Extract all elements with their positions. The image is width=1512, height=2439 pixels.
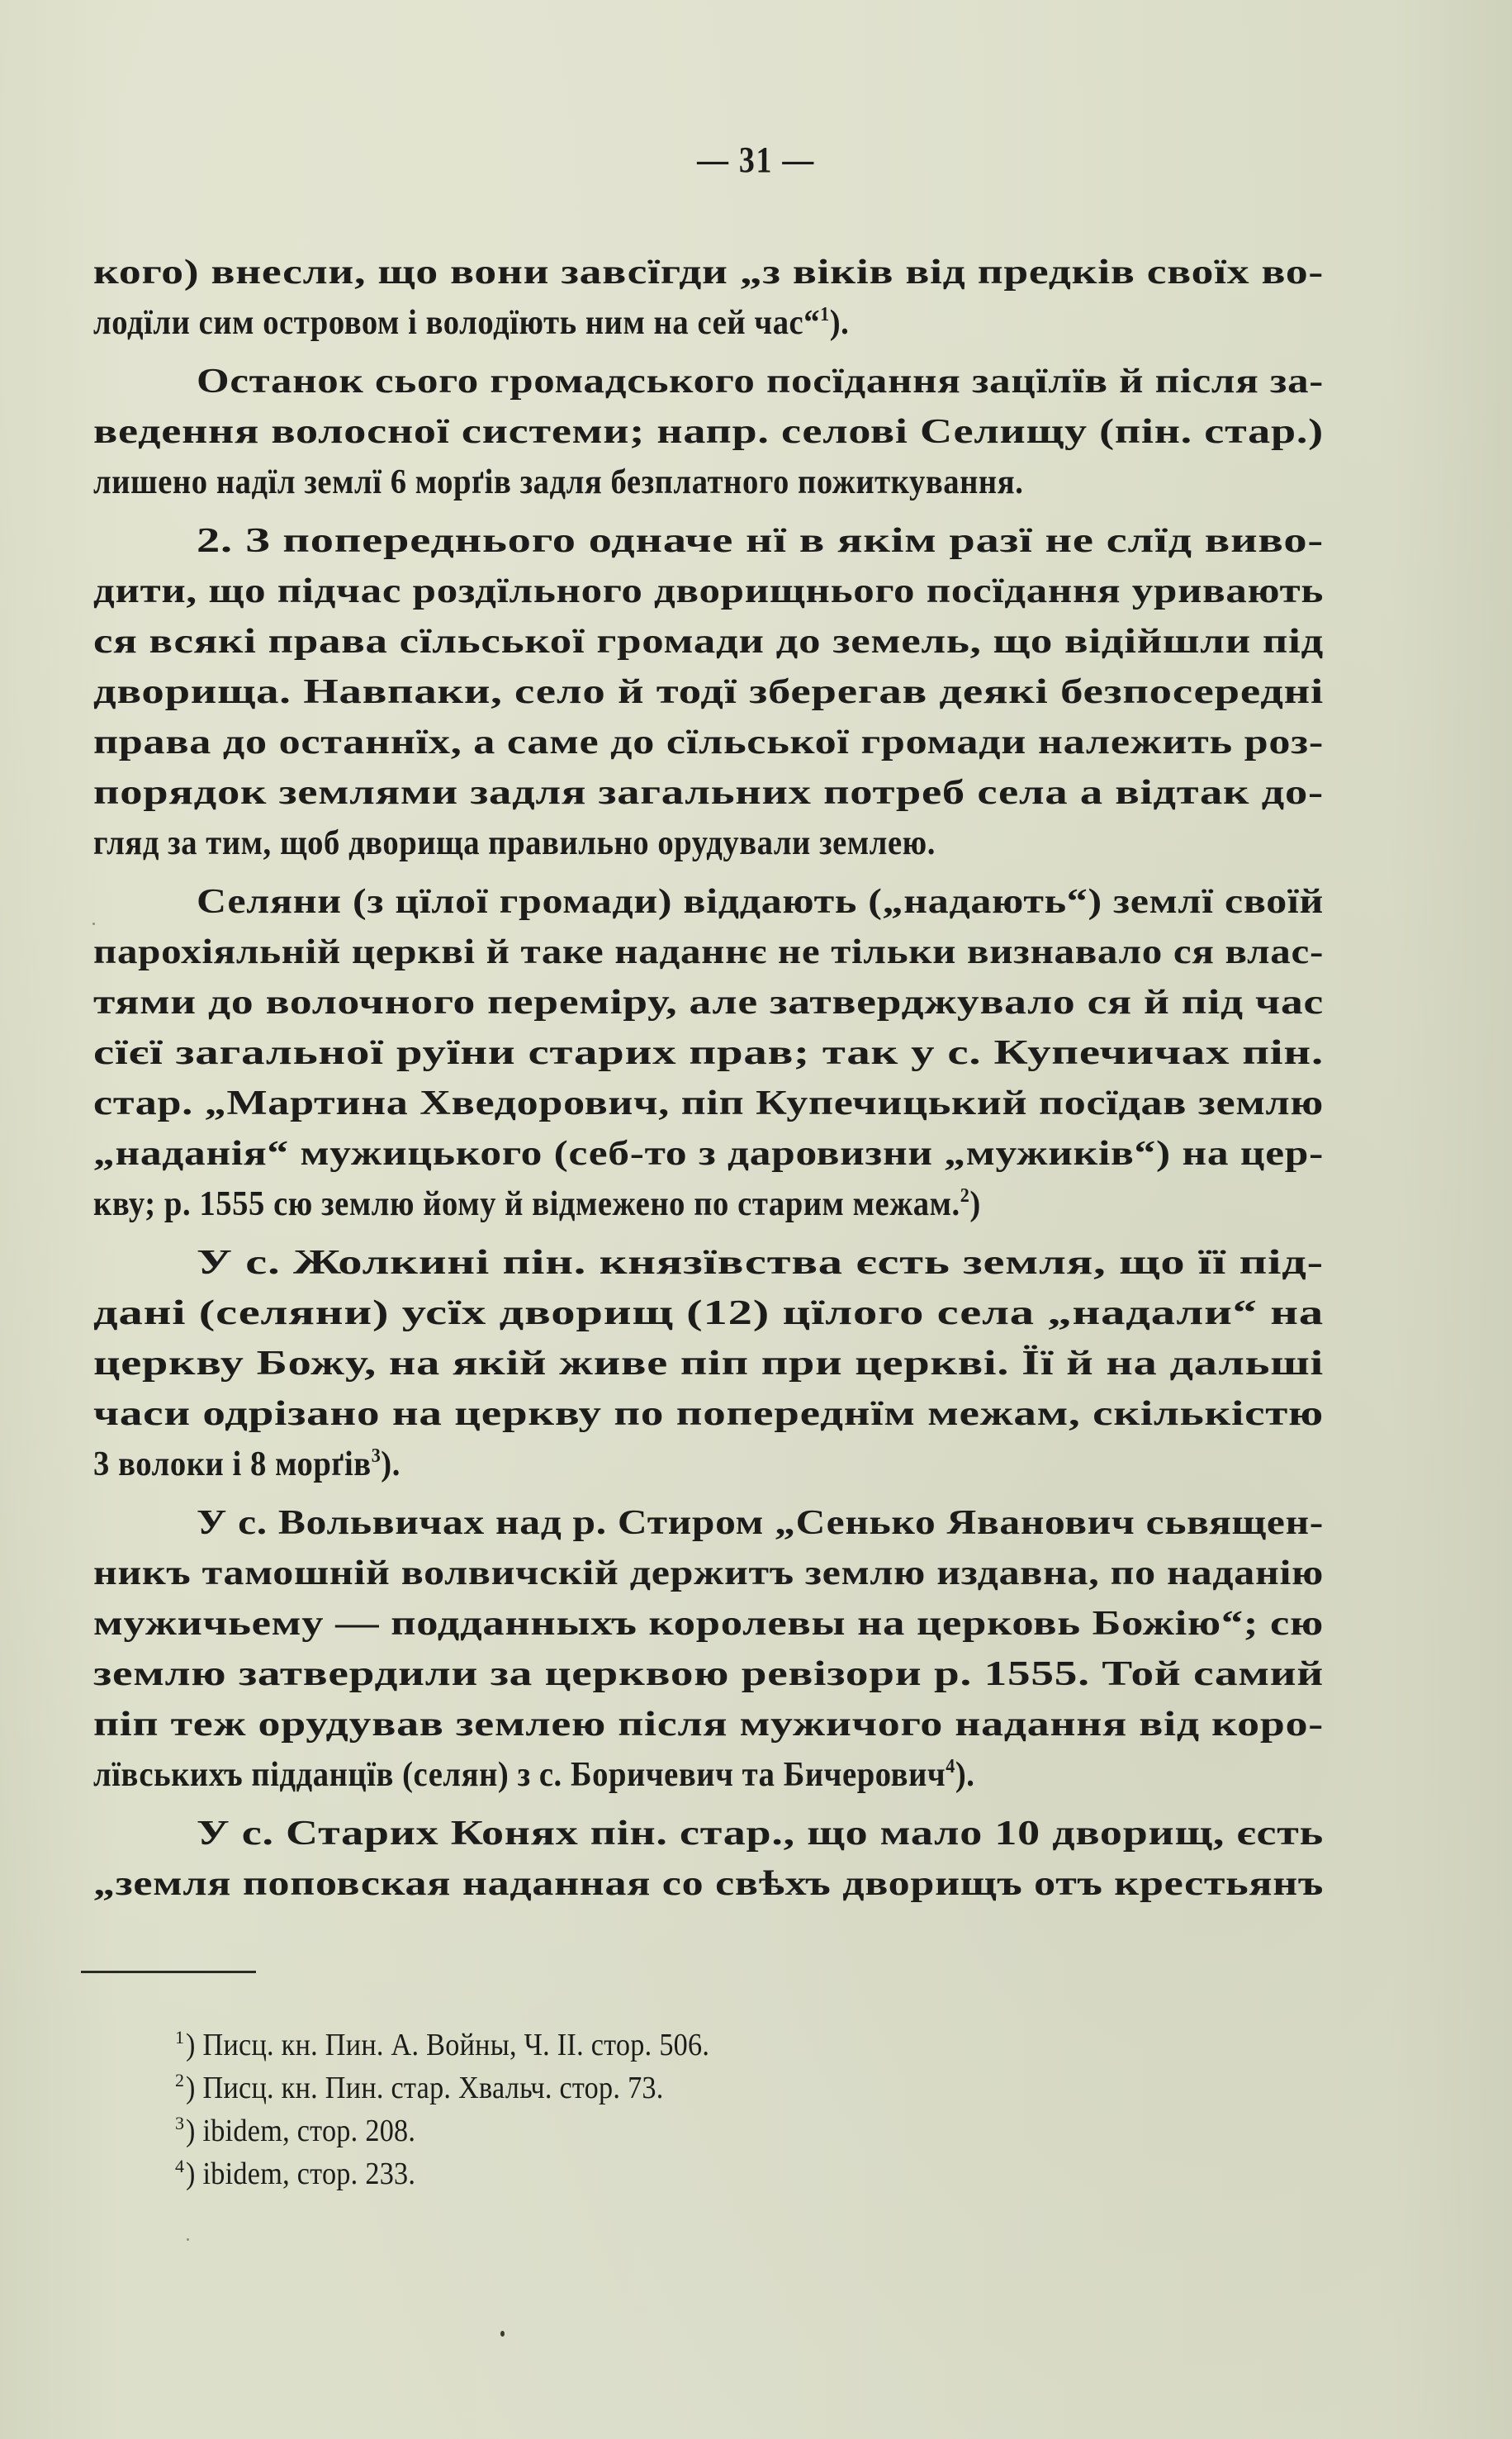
text-line [93, 617, 1324, 667]
line-text: парохіяльній церкві й таке наданнє не тільки визнавало ся влас- [93, 933, 1324, 971]
line-text: У с. Старих Конях пін. стар., що мало 10 дворищ, єсть [197, 1815, 1325, 1853]
text-line [93, 1288, 1324, 1339]
line-text: ся всякі права сїльської громади до земель, що відійшли під [93, 623, 1324, 661]
paper-speck [187, 2238, 189, 2241]
line-tail: ) [969, 1185, 981, 1223]
line-text: кого) внесли, що вони завсїгди „з віків від предків своїх во- [93, 254, 1324, 292]
line-text: никъ тамошній волвичскій держитъ землю издавна, по наданію [93, 1554, 1324, 1592]
text-line [93, 357, 1324, 407]
footnote-text: ) ibidem, стор. 233. [186, 2157, 416, 2191]
line-text: лївськихъ підданцїв (селян) з с. Боричевич та Бичерович [93, 1756, 946, 1794]
paragraph [93, 1238, 1324, 1490]
text-line [93, 768, 1324, 819]
body-text [93, 248, 1324, 1918]
footnote-reference[interactable]: 1 [820, 304, 830, 325]
text-line [93, 1700, 1324, 1750]
line-text: права до останнїх, а саме до сїльської громади належить роз- [93, 724, 1324, 762]
text-line [93, 1129, 1324, 1179]
text-line [93, 978, 1324, 1028]
line-text: Останок сього громадського посїдання зацїлїв й після за- [197, 363, 1324, 401]
line-text: Селяни (з цїлої громади) віддають („надають“) землї своїй [197, 883, 1324, 921]
line-text: кву; р. 1555 сю землю йому й відмежено по старим межам. [93, 1185, 960, 1223]
paper-speck [92, 923, 95, 925]
footnote-reference[interactable]: 4 [946, 1756, 955, 1777]
text-line [93, 819, 1324, 869]
text-line [93, 1599, 1324, 1649]
text-line [93, 1440, 1324, 1490]
line-text: дворища. Навпаки, село й тодї зберегав деякі безпосередні [93, 673, 1324, 711]
text-line [93, 407, 1324, 458]
paragraph [93, 357, 1324, 508]
text-line [93, 1389, 1324, 1440]
paragraph [93, 516, 1324, 869]
paragraph [93, 1809, 1324, 1910]
line-text: церкву Божу, на якій живе піп при церкві. Її й на дальші [93, 1345, 1324, 1383]
line-text: дані (селяни) усїх дворищ (12) цїлого села „надали“ на [93, 1294, 1324, 1332]
paper-speck [500, 2331, 505, 2337]
text-line [93, 1549, 1324, 1599]
line-text: дити, що підчас роздїльного дворищнього посїдання уривають [93, 572, 1324, 610]
text-line [93, 458, 1324, 508]
text-line [93, 1859, 1324, 1910]
text-line [93, 877, 1324, 928]
paragraph [93, 1498, 1324, 1801]
line-text: гляд за тим, щоб дворища правильно орудували землею. [93, 824, 936, 862]
line-text: землю затвердили за церквою ревізори р. 1555. Той самий [93, 1655, 1324, 1693]
footnote-mark: 3 [175, 2113, 185, 2133]
footnote [175, 2067, 768, 2109]
line-text: 2. З попереднього одначе нї в якім разї не слїд виво- [197, 522, 1324, 560]
footnote [175, 2109, 768, 2152]
line-tail: ). [829, 304, 850, 342]
text-line [93, 298, 1324, 349]
text-line [93, 1649, 1324, 1700]
text-line [93, 1498, 1324, 1549]
paragraph [93, 248, 1324, 349]
line-text: „земля поповская наданная со свѣхъ дворищъ отъ крестьянъ [93, 1865, 1324, 1903]
footnote-text: ) Писц. кн. Пин. стар. Хвальч. стор. 73. [186, 2071, 664, 2105]
footnote [175, 2024, 768, 2067]
text-line [93, 667, 1324, 718]
line-text: 3 волоки і 8 морґів [93, 1445, 372, 1483]
line-text: У с. Жолкині пін. князївства єсть земля, що її під- [197, 1244, 1324, 1282]
footnote-mark: 1 [175, 2027, 185, 2048]
line-text: сїєї загальної руїни старих прав; так у с. Купечичах пін. [93, 1034, 1324, 1072]
line-text: ведення волосної системи; напр. селові Селищу (пін. стар.) [93, 413, 1324, 451]
footnote-mark: 2 [175, 2070, 185, 2090]
footnote-mark: 4 [175, 2156, 185, 2176]
line-text: лодїли сим островом і володїють ним на сей час“ [93, 304, 821, 342]
footnote-separator [81, 1971, 256, 1973]
line-text: тями до волочного переміру, але затверджувало ся й під час [93, 984, 1324, 1022]
text-line [93, 1028, 1324, 1079]
text-line [93, 928, 1324, 978]
page-number: — 31 — [697, 140, 815, 180]
text-line [93, 567, 1324, 617]
line-text: часи одрізано на церкву по попереднїм межам, скількістю [93, 1395, 1324, 1433]
footnote-text: ) ibidem, стор. 208. [186, 2114, 416, 2148]
text-line [93, 1809, 1324, 1859]
text-line [93, 1079, 1324, 1129]
text-line [93, 718, 1324, 768]
text-line [93, 1339, 1324, 1389]
line-tail: ). [955, 1756, 975, 1794]
line-text: піп теж орудував землею після мужичого надання від коро- [93, 1706, 1324, 1744]
line-text: мужичьему — подданныхъ королевы на церковь Божію“; сю [93, 1605, 1324, 1643]
footnote-reference[interactable]: 3 [371, 1445, 382, 1467]
footnote [175, 2152, 768, 2195]
text-line [93, 1750, 1324, 1801]
line-tail: ). [381, 1445, 401, 1483]
text-line [93, 1238, 1324, 1288]
footnotes [175, 2024, 768, 2195]
text-line [93, 516, 1324, 567]
line-text: У с. Вольвичах над р. Стиром „Сенько Яванович сьвящен- [197, 1504, 1324, 1542]
line-text: стар. „Мартина Хведорович, піп Купечицький посїдав землю [93, 1084, 1324, 1122]
footnote-reference[interactable]: 2 [960, 1185, 970, 1207]
text-line [93, 248, 1324, 298]
footnote-text: ) Писц. кн. Пин. А. Войны, Ч. II. стор. 506. [186, 2028, 710, 2062]
line-text: „наданія“ мужицького (себ-то з даровизни „мужиків“) на цер- [93, 1135, 1324, 1173]
text-line [93, 1179, 1324, 1230]
line-text: лишено надїл землї 6 морґів задля безплатного пожиткування. [93, 463, 1024, 501]
line-text: порядок землями задля загальних потреб села а відтак до- [93, 774, 1324, 812]
paragraph [93, 877, 1324, 1230]
